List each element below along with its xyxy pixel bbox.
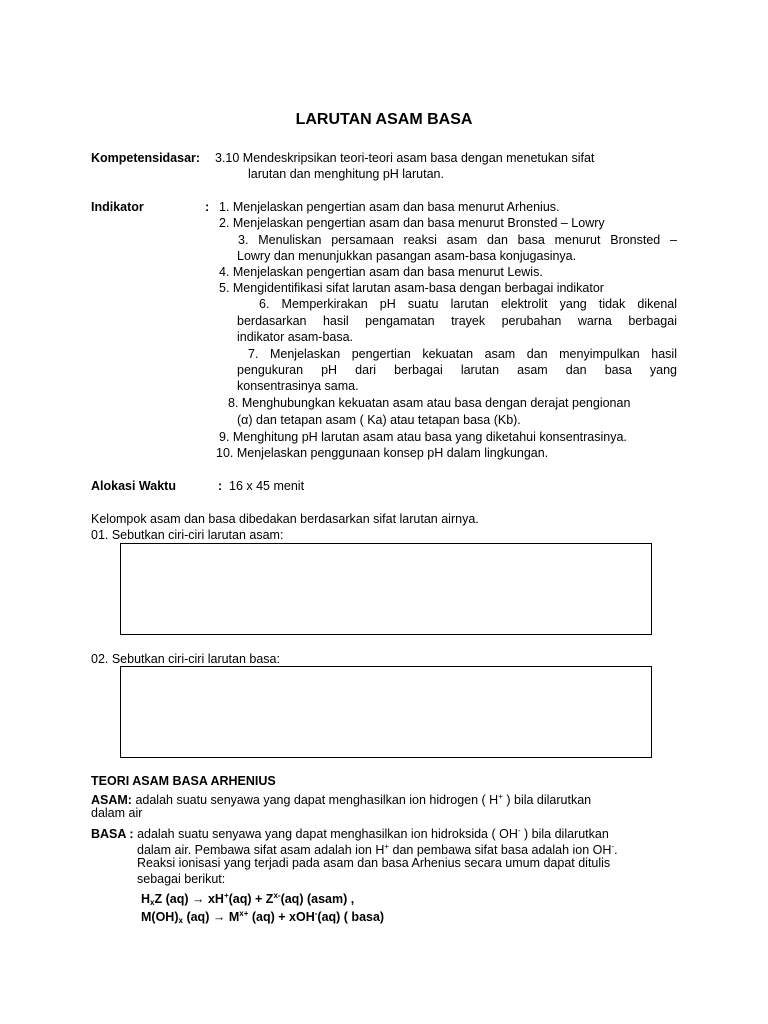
basa-text-end: ) bila dilarutkan	[524, 827, 609, 841]
indikator-colon: :	[205, 200, 210, 214]
superscript: x+	[239, 909, 249, 918]
question-1: 01. Sebutkan ciri-ciri larutan asam:	[91, 528, 284, 542]
alokasi-label: Alokasi Waktu	[91, 479, 176, 493]
asam-label: ASAM:	[91, 793, 132, 807]
subscript: x	[178, 916, 183, 925]
indikator-item: 10. Menjelaskan penggunaan konsep pH dalam lingkungan.	[216, 446, 549, 460]
indikator-item: 1. Menjelaskan pengertian asam dan basa menurut Arhenius.	[219, 200, 560, 214]
superscript: -	[314, 909, 318, 918]
indikator-item: 3. Menuliskan persamaan reaksi asam dan basa menurut Bronsted –	[238, 233, 677, 247]
alokasi-value: 16 x 45 menit	[229, 479, 305, 493]
eq-part: (aq) (asam) ,	[280, 892, 355, 906]
asam-text: adalah suatu senyawa yang dapat menghasilkan ion hidrogen ( H	[135, 793, 499, 807]
kompetensi-text-2: larutan dan menghitung pH larutan.	[248, 167, 444, 181]
basa-definition-line4: sebagai berikut:	[137, 872, 226, 886]
indikator-item: Lowry dan menunjukkan pasangan asam-basa konjugasinya.	[237, 249, 577, 263]
superscript: -	[611, 842, 615, 851]
indikator-item: 8. Menghubungkan kekuatan asam atau basa dengan derajat pengionan	[228, 396, 631, 410]
eq-part: xH	[207, 892, 224, 906]
basa-text-2c: .	[614, 843, 618, 857]
basa-text-2a: dalam air. Pembawa sifat asam adalah ion H	[137, 843, 385, 857]
equation-basa	[141, 906, 384, 929]
eq-part: (aq) + Z	[228, 892, 274, 906]
eq-part: M	[228, 910, 240, 924]
arrow-icon: →	[212, 910, 226, 924]
indikator-item: 4. Menjelaskan pengertian asam dan basa menurut Lewis.	[219, 265, 543, 279]
indikator-item: 7. Menjelaskan pengertian kekuatan asam dan menyimpulkan hasil	[248, 347, 677, 361]
basa-text-2b: dan pembawa sifat basa adalah ion OH	[392, 843, 612, 857]
asam-definition-cont: dalam air	[91, 806, 143, 820]
indikator-item: 2. Menjelaskan pengertian asam dan basa menurut Bronsted – Lowry	[219, 216, 605, 230]
asam-definition	[91, 789, 591, 808]
indikator-item: konsentrasinya sama.	[237, 379, 359, 393]
indikator-item: (α) dan tetapan asam ( Ka) atau tetapan basa (Kb).	[237, 413, 521, 427]
question-2: 02. Sebutkan ciri-ciri larutan basa:	[91, 652, 280, 666]
superscript: +	[223, 891, 229, 900]
kompetensi-text-1: 3.10 Mendeskripsikan teori-teori asam basa dengan menetukan sifat	[215, 151, 595, 165]
subscript: x	[150, 898, 155, 907]
answer-box-2[interactable]	[120, 666, 652, 758]
intro-text: Kelompok asam dan basa dibedakan berdasarkan sifat larutan airnya.	[91, 512, 479, 526]
superscript: x-	[273, 891, 281, 900]
arrow-icon: →	[192, 892, 205, 906]
alokasi-colon: :	[218, 479, 223, 493]
indikator-item: indikator asam-basa.	[237, 330, 354, 344]
basa-definition-line3: Reaksi ionisasi yang terjadi pada asam dan basa Arhenius secara umum dapat ditulis	[137, 856, 611, 870]
superscript: +	[384, 842, 390, 851]
basa-label: BASA :	[91, 827, 134, 841]
eq-part: (aq) + xOH	[251, 910, 315, 924]
basa-text: adalah suatu senyawa yang dapat menghasilkan ion hidroksida ( OH	[137, 827, 518, 841]
eq-part: (aq)	[186, 910, 210, 924]
indikator-item: 5. Mengidentifikasi sifat larutan asam-basa dengan berbagai indikator	[219, 281, 604, 295]
eq-part: (aq) ( basa)	[317, 910, 385, 924]
eq-part: M(OH)	[141, 910, 179, 924]
eq-part: Z (aq)	[154, 892, 189, 906]
answer-box-1[interactable]	[120, 543, 652, 635]
page-title: LARUTAN ASAM BASA	[295, 111, 473, 128]
indikator-label: Indikator	[91, 200, 144, 214]
kompetensi-label: Kompetensidasar:	[91, 151, 201, 165]
indikator-item: 9. Menghitung pH larutan asam atau basa yang diketahui konsentrasinya.	[219, 430, 627, 444]
section-heading-arhenius: TEORI ASAM BASA ARHENIUS	[91, 774, 276, 788]
indikator-item: 6. Memperkirakan pH suatu larutan elektrolit yang tidak dikenal	[259, 297, 677, 311]
superscript: -	[517, 826, 521, 835]
superscript: +	[498, 792, 503, 801]
indikator-item: pengukuran pH dari berbagai larutan asam dan basa yang	[237, 363, 677, 377]
asam-text-end: ) bila dilarutkan	[506, 793, 592, 807]
indikator-item: berdasarkan hasil pengamatan trayek perubahan warna berbagai	[237, 314, 677, 328]
eq-part: H	[141, 892, 151, 906]
